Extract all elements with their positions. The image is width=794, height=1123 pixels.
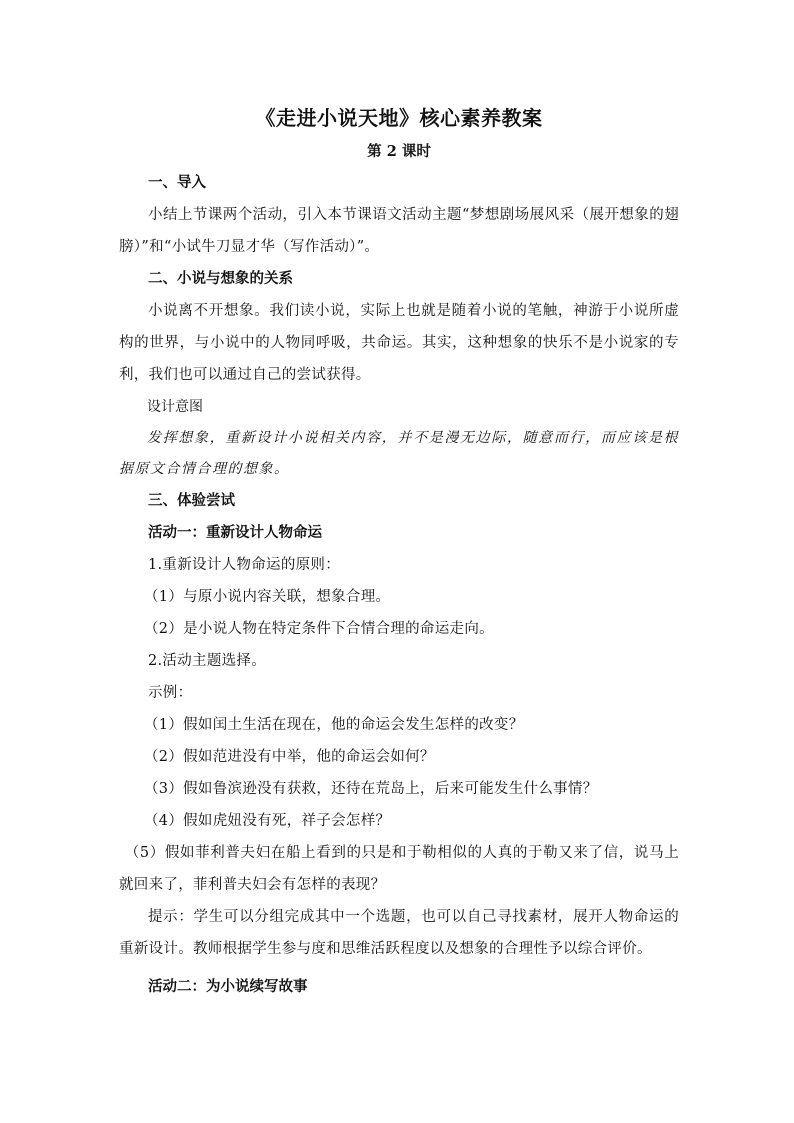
example-item: （5）假如菲利普夫妇在船上看到的只是和于勒相似的人真的于勒又来了信，说马上就回来了，菲利普夫妇会有怎样的表现？ (119, 845, 679, 893)
lesson-subtitle: 第 2 课时 (367, 143, 431, 160)
document-body (119, 101, 679, 1003)
intro-paragraph: 小结上节课两个活动，引入本节课语文活动主题“梦想剧场展风采（展开想象的翅膀）”和“小试牛刀显才华（写作活动）”。 (119, 207, 679, 255)
activity-one-heading: 活动一：重新设计人物命运 (148, 524, 322, 541)
section-heading-intro: 一、导入 (148, 174, 206, 191)
example-label: 示例： (148, 685, 193, 701)
novel-imagination-paragraph: 小说离不开想象。我们读小说，实际上也就是随着小说的笔触，神游于小说所虚构的世界，与小说中的人物同呼吸，共命运。其实，这种想象的快乐不是小说家的专利，我们也可以通过自己的尝试获得。 (119, 303, 679, 383)
hint-paragraph: 提示：学生可以分组完成其中一个选题，也可以自己寻找素材，展开人物命运的重新设计。教师根据学生参与度和思维活跃程度以及想象的合理性予以综合评价。 (119, 909, 679, 957)
principle-item: （2）是小说人物在特定条件下合情合理的命运走向。 (144, 621, 494, 637)
section-heading-novel-imagination: 二、小说与想象的关系 (148, 270, 293, 287)
principle-heading: 1.重新设计人物命运的原则： (148, 557, 341, 573)
design-intent-label: 设计意图 (147, 399, 203, 415)
principle-item: （1）与原小说内容关联，想象合理。 (144, 589, 391, 605)
activity-two-heading: 活动二：为小说续写故事 (148, 978, 308, 995)
section-heading-experience: 三、体验尝试 (148, 492, 235, 509)
example-item: （2）假如范进没有中举，他的命运会如何？ (144, 749, 435, 765)
example-item: （3）假如鲁滨逊没有获救，还待在荒岛上，后来可能发生什么事情？ (144, 781, 598, 797)
design-intent-text: 发挥想象，重新设计小说相关内容，并不是漫无边际，随意而行，而应该是根据原文合情合理的想象。 (119, 430, 679, 477)
example-item: （4）假如虎妞没有死，祥子会怎样？ (144, 813, 391, 829)
document-title: 《走进小说天地》核心素养教案 (255, 106, 543, 130)
example-item: （1）假如闰土生活在现在，他的命运会发生怎样的改变？ (144, 717, 524, 733)
topic-selection-heading: 2.活动主题选择。 (148, 653, 267, 669)
